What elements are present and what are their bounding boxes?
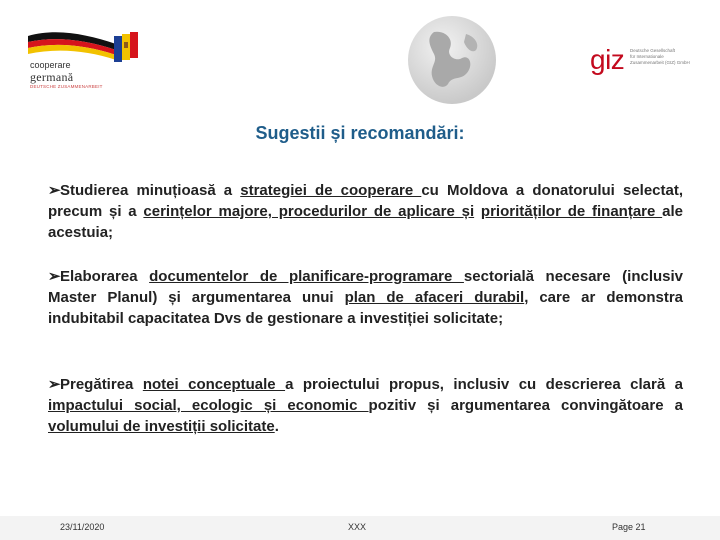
text-segment: . [274,418,279,435]
underlined-phrase: strategiei de cooperare [240,182,422,199]
text-segment: Studierea minuțioasă a [60,182,241,199]
giz-line-3: Zusammenarbeit (GIZ) GmbH [630,60,690,65]
recommendation-1 [48,180,683,243]
logo-line-3: DEUTSCHE ZUSAMMENARBEIT [30,84,103,89]
text-segment: cu Moldova a donatorului selectat, precum și a [48,182,684,220]
underlined-phrase: notei conceptuale [142,376,286,393]
text-segment: , care ar demonstra indubitabil capacitatea Dvs de gestionare a investiției solicitate; [48,289,684,327]
slide-title: Sugestii și recomandări: [255,123,465,143]
footer [0,516,720,540]
recommendation-3 [48,374,683,437]
underlined-phrase: volumului de investiții solicitate [48,418,275,435]
giz-line-2: für Internationale [630,54,664,59]
text-segment: Elaborarea [60,268,150,285]
giz-line-1: Deutsche Gesellschaft [630,48,676,53]
flag-band-graphic [26,24,138,64]
text-segment: ale acestuia; [48,203,683,241]
underlined-phrase: priorităților de finanțare [480,203,663,220]
arrow-bullet-icon: ➢ [48,182,61,199]
text-segment: Pregătirea [60,376,143,393]
recommendation-2 [48,266,683,329]
cooperare-germana-logo [20,20,140,92]
underlined-phrase: documentelor de planificare-programare [149,268,464,285]
underlined-phrase: cerințelor majore, procedurilor de aplicare și [143,203,475,220]
text-segment: pozitiv și argumentarea convingătoare a [368,397,683,414]
footer-center: XXX [348,522,367,532]
text-segment [474,203,481,220]
text-segment: a proiectului propus, inclusiv cu descrierea clară a [285,376,683,393]
footer-date: 23/11/2020 [60,522,105,532]
arrow-bullet-icon: ➢ [48,268,61,285]
underlined-phrase: impactului social, ecologic și economic [48,397,369,414]
underlined-phrase: plan de afaceri durabil [344,289,525,306]
globe-graphic [404,12,500,108]
logo-line-1: cooperare [30,60,71,70]
text-segment: sectorială necesare (inclusiv Master Planul) și argumentarea unui [48,268,684,306]
logo-line-2: germană [30,70,74,84]
arrow-bullet-icon: ➢ [48,376,61,393]
giz-logo [590,44,720,80]
footer-page-number: Page 21 [612,522,646,532]
giz-wordmark: giz [590,44,625,75]
